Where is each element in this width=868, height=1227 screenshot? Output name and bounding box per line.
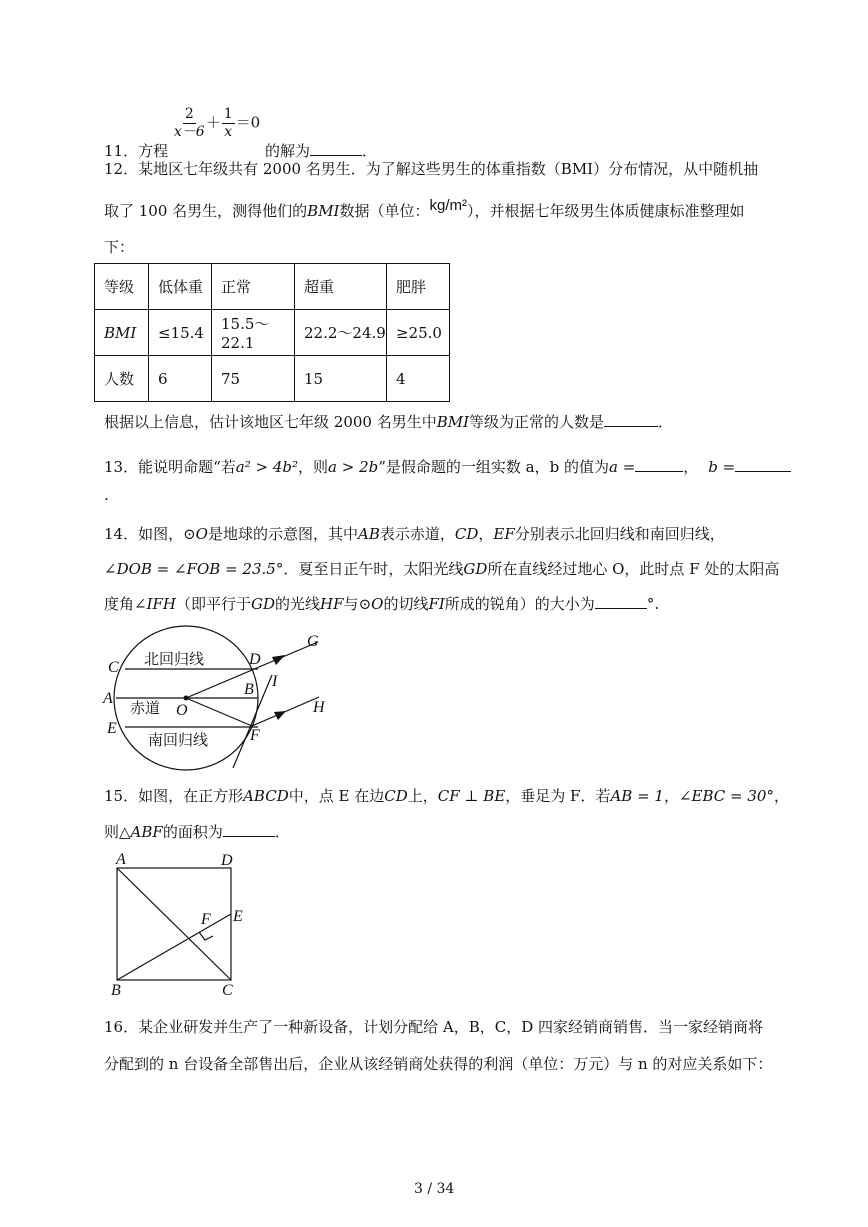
table-cell: 75 [212, 356, 295, 402]
label-F: F [201, 911, 211, 928]
label-F: F [250, 727, 260, 744]
line-of [186, 698, 252, 726]
label-A: A [116, 851, 126, 868]
q12-line-3: 下： [104, 238, 135, 256]
table-cell: 人数 [95, 356, 149, 402]
label-H: H [313, 699, 325, 716]
label-B: B [244, 681, 254, 698]
right-angle-mark [199, 932, 213, 940]
q16-line-1: 16．某企业研发并生产了一种新设备，计划分配给 A，B，C，D 四家经销商销售．当一家经销商将 [104, 1018, 763, 1036]
question-13: 13．能说明命题“若a² > 4b²，则a > 2b”是假命题的一组实数 a，b 的值为a = ， b = [104, 456, 791, 477]
label-G: G [307, 633, 319, 650]
label-A: A [103, 690, 113, 707]
label-B: B [111, 982, 121, 999]
table-cell: 低体重 [149, 264, 212, 310]
label-C: C [222, 982, 233, 999]
q12-line-1: 12．某地区七年级共有 2000 名男生．为了解这些男生的体重指数（BMI）分布情况，从中随机抽 [104, 160, 759, 178]
table-cell: 等级 [95, 264, 149, 310]
q15-line-2: 则△ABF的面积为 ． [104, 823, 290, 841]
table-cell: 正常 [212, 264, 295, 310]
q12-line-2: 取了 100 名男生，测得他们的BMI数据（单位：kg/m²），并根据七年级男生体质健康标准整理如 [104, 197, 745, 220]
q16-line-2: 分配到的 n 台设备全部售出后，企业从该经销商处获得的利润（单位：万元）与 n 的对应关系如下： [104, 1055, 773, 1073]
arrow-h-icon [274, 711, 286, 720]
label-I: I [272, 673, 278, 690]
table-cell: 超重 [295, 264, 387, 310]
question-11: 11．方程 $\frac{2}{x-6}$ ＋ $\frac{1}{x}$ ＝0 的解为 ． [104, 106, 377, 160]
table-cell: 15 [295, 356, 387, 402]
page-number: 3 / 34 [414, 1181, 455, 1197]
q14-line-3: 度角∠IFH（即平行于GD的光线HF与⊙O的切线FI所成的锐角）的大小为 °. [104, 595, 660, 613]
center-dot [184, 696, 189, 701]
table-cell: 6 [149, 356, 212, 402]
q14-line-1: 14．如图，⊙O是地球的示意图，其中AB表示赤道，CD，EF分别表示北回归线和南回归线， [104, 525, 725, 543]
label-south-tropic: 南回归线 [148, 733, 209, 749]
q11-fraction-2: $\frac{1}{x}$ [223, 106, 233, 140]
label-C: C [108, 659, 119, 676]
q11-suffix: 的解为 [264, 141, 310, 160]
q11-fraction-1: $\frac{2}{x-6}$ [173, 106, 205, 140]
q14-line-2: ∠DOB = ∠FOB = 23.5°．夏至日正午时，太阳光线GD所在直线经过地心 O，此时点 F 处的太阳高 [104, 560, 780, 578]
q15-answer-blank[interactable] [223, 821, 275, 837]
table-cell: 22.2～24.9 [295, 310, 387, 356]
table-cell: 4 [387, 356, 450, 402]
square-diagram [117, 868, 231, 980]
table-cell: ≤15.4 [149, 310, 212, 356]
q11-number: 11． [104, 141, 139, 160]
bmi-unit: kg/m² [429, 197, 467, 214]
q11-prefix: 方程 [138, 141, 169, 160]
table-cell: ≥25.0 [387, 310, 450, 356]
table-cell: BMI [95, 310, 149, 356]
label-E: E [107, 720, 117, 737]
q15-line-1: 15．如图，在正方形ABCD中，点 E 在边CD上，CF ⊥ BE，垂足为 F．若AB = 1，∠EBC = 30°， [104, 787, 789, 805]
label-D: D [249, 651, 261, 668]
table-cell: 肥胖 [387, 264, 450, 310]
table-cell: 15.5～22.1 [212, 310, 295, 356]
label-O: O [176, 702, 188, 719]
label-equator: 赤道 [130, 701, 161, 717]
label-E: E [233, 908, 243, 925]
label-D: D [221, 852, 233, 869]
arrow-g-icon [272, 655, 285, 665]
label-north-tropic: 北回归线 [144, 652, 205, 668]
q13-end: . [104, 486, 109, 504]
q12-after-table: 根据以上信息，估计该地区七年级 2000 名男生中BMI等级为正常的人数是 ． [104, 413, 674, 431]
